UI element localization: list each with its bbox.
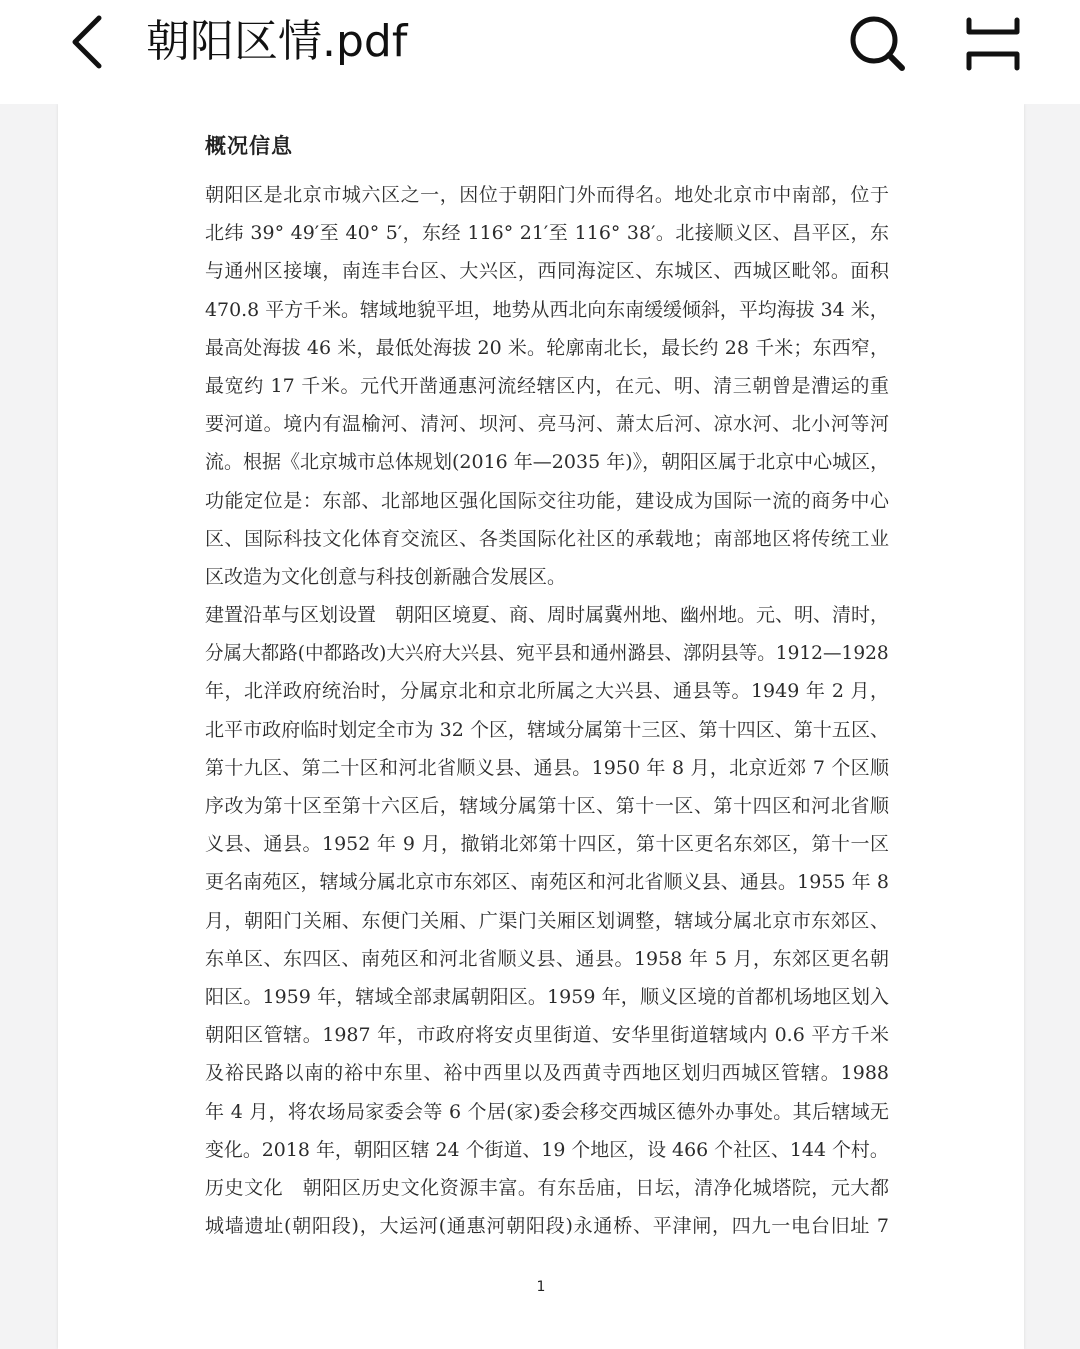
section-heading: 概况信息 bbox=[205, 134, 293, 158]
text-line: 最高处海拔 46 米，最低处海拔 20 米。轮廓南北长，最长约 28 千米；东西窄， bbox=[205, 336, 889, 359]
text-line: 北平市政府临时划定全市为 32 个区，辖域分属第十三区、第十四区、第十五区、 bbox=[205, 718, 889, 741]
pdf-page bbox=[58, 104, 1024, 1349]
search-icon bbox=[848, 14, 908, 74]
text-line: 区改造为文化创意与科技创新融合发展区。 bbox=[205, 565, 567, 588]
body-text bbox=[205, 176, 889, 1245]
text-line: 年 4 月，将农场局家委会等 6 个居(家)委会移交西城区德外办事处。其后辖域无 bbox=[205, 1100, 889, 1123]
text-line: 最宽约 17 千米。元代开凿通惠河流经辖区内，在元、明、清三朝曾是漕运的重 bbox=[205, 374, 889, 397]
text-line: 建置沿革与区划设置 朝阳区境夏、商、周时属冀州地、幽州地。元、明、清时， bbox=[205, 604, 890, 627]
back-button[interactable] bbox=[56, 10, 116, 74]
page-layout-button[interactable] bbox=[958, 12, 1028, 76]
top-bar bbox=[0, 0, 1080, 104]
text-line: 月，朝阳门关厢、东便门关厢、广渠门关厢区划调整，辖域分属北京市东郊区、 bbox=[205, 909, 889, 932]
text-line: 区、国际科技文化体育交流区、各类国际化社区的承载地；南部地区将传统工业 bbox=[205, 527, 889, 550]
text-line: 变化。2018 年，朝阳区辖 24 个街道、19 个地区，设 466 个社区、144 个村。 bbox=[205, 1138, 889, 1161]
text-line: 第十九区、第二十区和河北省顺义县、通县。1950 年 8 月，北京近郊 7 个区顺 bbox=[205, 756, 889, 779]
text-line: 东单区、东四区、南苑区和河北省顺义县、通县。1958 年 5 月，东郊区更名朝 bbox=[205, 947, 889, 970]
text-line: 朝阳区是北京市城六区之一，因位于朝阳门外而得名。地处北京市中南部，位于 bbox=[205, 184, 889, 206]
text-line: 序改为第十区至第十六区后，辖域分属第十区、第十一区、第十四区和河北省顺 bbox=[205, 795, 889, 817]
text-line: 阳区。1959 年，辖域全部隶属朝阳区。1959 年，顺义区境的首都机场地区划入 bbox=[205, 985, 889, 1008]
text-line: 历史文化 朝阳区历史文化资源丰富。有东岳庙，日坛，清净化城塔院，元大都 bbox=[205, 1176, 889, 1199]
pdf-viewer[interactable] bbox=[0, 104, 1080, 1349]
text-line: 义县、通县。1952 年 9 月，撤销北郊第十四区，第十区更名东郊区，第十一区 bbox=[205, 833, 889, 856]
text-line: 北纬 39° 49′至 40° 5′，东经 116° 21′至 116° 38′。北接顺义区、昌平区，东 bbox=[205, 222, 889, 245]
text-line: 朝阳区管辖。1987 年，市政府将安贞里街道、安华里街道辖域内 0.6 平方千米 bbox=[205, 1024, 889, 1047]
text-line: 及裕民路以南的裕中东里、裕中西里以及西黄寺西地区划归西城区管辖。1988 bbox=[205, 1062, 889, 1085]
text-line: 功能定位是：东部、北部地区强化国际交往功能，建设成为国际一流的商务中心 bbox=[205, 489, 889, 512]
text-line: 流。根据《北京城市总体规划(2016 年—2035 年)》，朝阳区属于北京中心城区， bbox=[205, 451, 890, 474]
text-line: 470.8 平方千米。辖域地貌平坦，地势从西北向东南缓缓倾斜，平均海拔 34 米， bbox=[205, 298, 889, 321]
chevron-left-icon bbox=[66, 12, 106, 72]
text-line: 更名南苑区，辖域分属北京市东郊区、南苑区和河北省顺义县、通县。1955 年 8 bbox=[205, 871, 889, 894]
text-line: 分属大都路(中都路改)大兴府大兴县、宛平县和通州潞县、漷阴县等。1912—1928 bbox=[205, 642, 889, 665]
page-number: 1 bbox=[536, 1279, 546, 1295]
text-line: 与通州区接壤，南连丰台区、大兴区，西同海淀区、东城区、西城区毗邻。面积 bbox=[205, 260, 889, 283]
document-title: 朝阳区情.pdf bbox=[146, 16, 408, 67]
search-button[interactable] bbox=[842, 12, 914, 76]
text-line: 城墙遗址(朝阳段)，大运河(通惠河朝阳段)永通桥、平津闸，四九一电台旧址 7 bbox=[205, 1215, 889, 1238]
text-line: 年，北洋政府统治时，分属京北和京北所属之大兴县、通县等。1949 年 2 月， bbox=[205, 680, 889, 703]
text-line: 要河道。境内有温榆河、清河、坝河、亮马河、萧太后河、凉水河、北小河等河 bbox=[205, 413, 889, 436]
page-layout-icon bbox=[963, 16, 1023, 72]
